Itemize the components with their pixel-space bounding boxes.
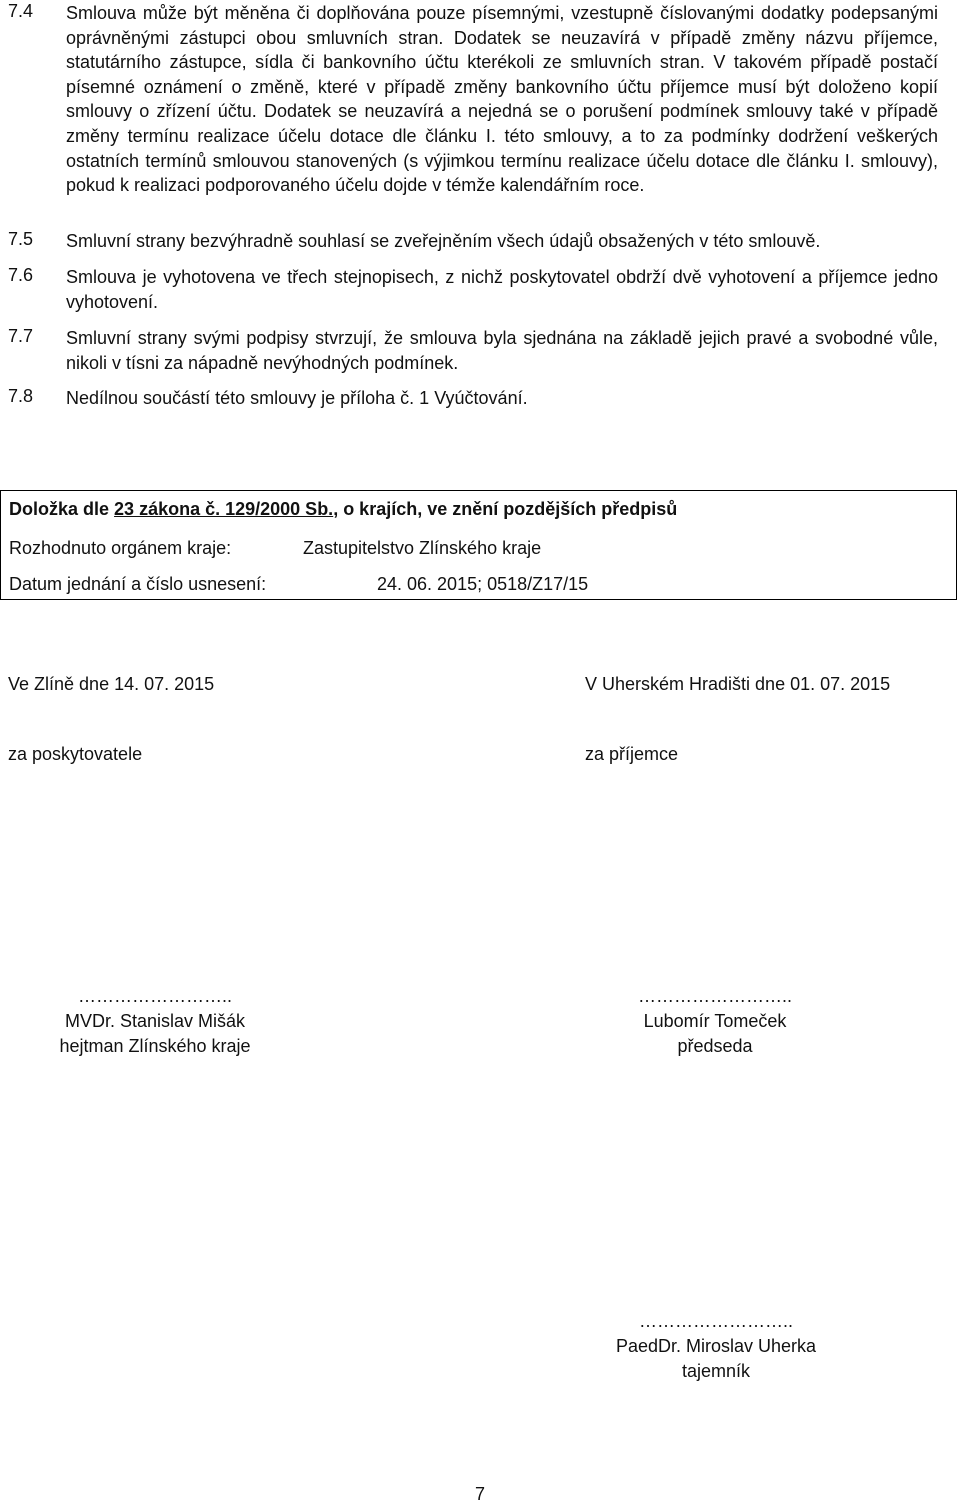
signature-line: …………………….. [638,1311,793,1331]
clause-number: 7.7 [8,326,34,346]
signatory-role: tajemník [681,1361,751,1381]
dolozka-title-prefix: Doložka dle [9,499,110,519]
signatory-role: hejtman Zlínského kraje [59,1036,251,1056]
date-value: 24. 06. 2015; 0518/Z17/15 [377,574,589,594]
clause-number: 7.4 [8,1,34,21]
clause-7-6 [8,265,938,314]
page-number: 7 [474,1484,485,1504]
signature-line: …………………….. [77,986,232,1006]
clause-7-7 [8,326,938,375]
signature-block-right [590,984,840,1059]
dolozka-box [0,490,957,600]
clause-text: Smluvní strany bezvýhradně souhlasí se zveřejněním všech údajů obsažených v této smlouvě. [66,231,821,251]
place-date-right: V Uherském Hradišti dne 01. 07. 2015 [585,674,891,694]
clause-7-5 [8,229,938,254]
dolozka-title-suffix: , o krajích, ve znění pozdějších předpisů [333,499,678,519]
decided-label: Rozhodnuto orgánem kraje: [9,538,232,558]
clause-text: Smlouva může být měněna či doplňována pouze písemnými, vzestupně číslovanými dodatky podepsanými oprávněnými zástupci obou smluvních stran. Dodatek se neuzavírá v případě změny názvu příjemce, statutárního zástupce, sídla či bankovního účtu kterékoli ze smluvních stran. V takovém případě postačí písemné oznámení o změně, které v případě změny bankovního účtu příjemce musí být doloženo kopií smlouvy o zřízení účtu. Dodatek se neuzavírá a nejedná se o porušení podmínek smlouvy také v případě změny termínu realizace účelu dotace dle článku I. této smlouvy, a to za podmínky dodržení veškerých ostatních termínů smlouvou stanovených (s výjimkou termínu realizace účelu dotace dle článku I. smlouvy), pokud k realizaci podporovaného účelu dojde v témže kalendářním roce. [66,3,938,196]
signature-line: …………………….. [637,986,792,1006]
signatory-name: Lubomír Tomeček [643,1011,787,1031]
place-date-left: Ve Zlíně dne 14. 07. 2015 [8,674,215,694]
clause-number: 7.8 [8,386,34,406]
signatory-name: MVDr. Stanislav Mišák [64,1011,246,1031]
dolozka-title [9,499,677,520]
party-left: za poskytovatele [8,744,143,764]
date-label: Datum jednání a číslo usnesení: [9,574,267,594]
clause-text: Nedílnou součástí této smlouvy je příloha č. 1 Vyúčtování. [66,388,528,408]
dolozka-title-law: 23 zákona č. 129/2000 Sb. [114,499,334,519]
clause-7-4 [8,1,938,198]
signatory-name: PaedDr. Miroslav Uherka [615,1336,817,1356]
clause-number: 7.6 [8,265,34,285]
clause-number: 7.5 [8,229,34,249]
signature-block-left [30,984,280,1059]
decided-value: Zastupitelstvo Zlínského kraje [303,538,542,558]
clause-text: Smluvní strany svými podpisy stvrzují, že smlouva byla sjednána na základě jejich pravé a svobodné vůle, nikoli v tísni za nápadně nevýhodných podmínek. [66,328,938,373]
clause-text: Smlouva je vyhotovena ve třech stejnopisech, z nichž poskytovatel obdrží dvě vyhotovení a příjemce jedno vyhotovení. [66,267,938,312]
clause-7-8 [8,386,938,411]
party-right: za příjemce [585,744,679,764]
signatory-role: předseda [677,1036,753,1056]
signature-block-secretary [586,1309,846,1384]
